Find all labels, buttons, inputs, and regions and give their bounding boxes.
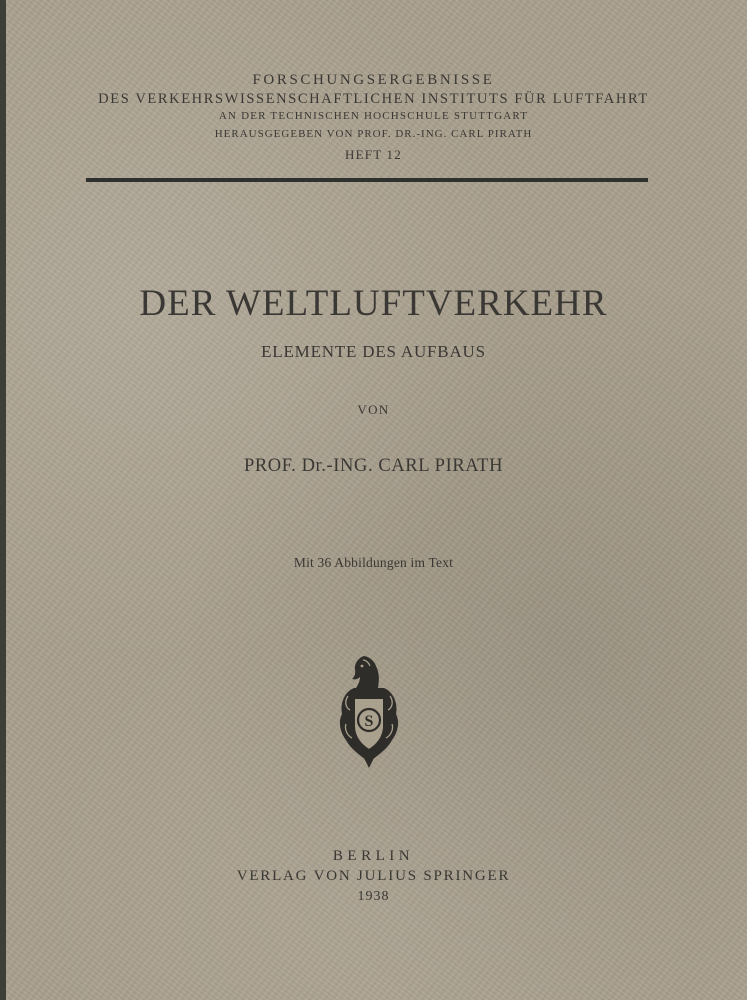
emblem-letter: S bbox=[364, 713, 374, 730]
publisher-city: BERLIN bbox=[332, 848, 415, 864]
book-title: DER WELTLUFTVERKEHR bbox=[139, 283, 608, 324]
author-name: PROF. Dr.-ING. CARL PIRATH bbox=[243, 456, 504, 476]
publisher-name: VERLAG VON JULIUS SPRINGER bbox=[236, 868, 511, 884]
editor-line: HERAUSGEGEBEN VON PROF. DR.-ING. CARL PIRATH bbox=[214, 128, 533, 140]
institute-name: DES VERKEHRSWISSENSCHAFTLICHEN INSTITUTS FÜR LUFTFAHRT bbox=[98, 91, 649, 107]
series-title: FORSCHUNGSERGEBNISSE bbox=[252, 72, 495, 88]
figures-note: Mit 36 Abbildungen im Text bbox=[293, 555, 454, 570]
header-divider bbox=[86, 178, 648, 182]
publication-year: 1938 bbox=[357, 889, 390, 904]
issue-number: HEFT 12 bbox=[345, 147, 402, 162]
by-label: VON bbox=[357, 402, 390, 417]
springer-knight-emblem-icon bbox=[334, 652, 404, 770]
university-name: AN DER TECHNISCHEN HOCHSCHULE STUTTGART bbox=[218, 110, 529, 122]
book-subtitle: ELEMENTE DES AUFBAUS bbox=[261, 342, 486, 361]
